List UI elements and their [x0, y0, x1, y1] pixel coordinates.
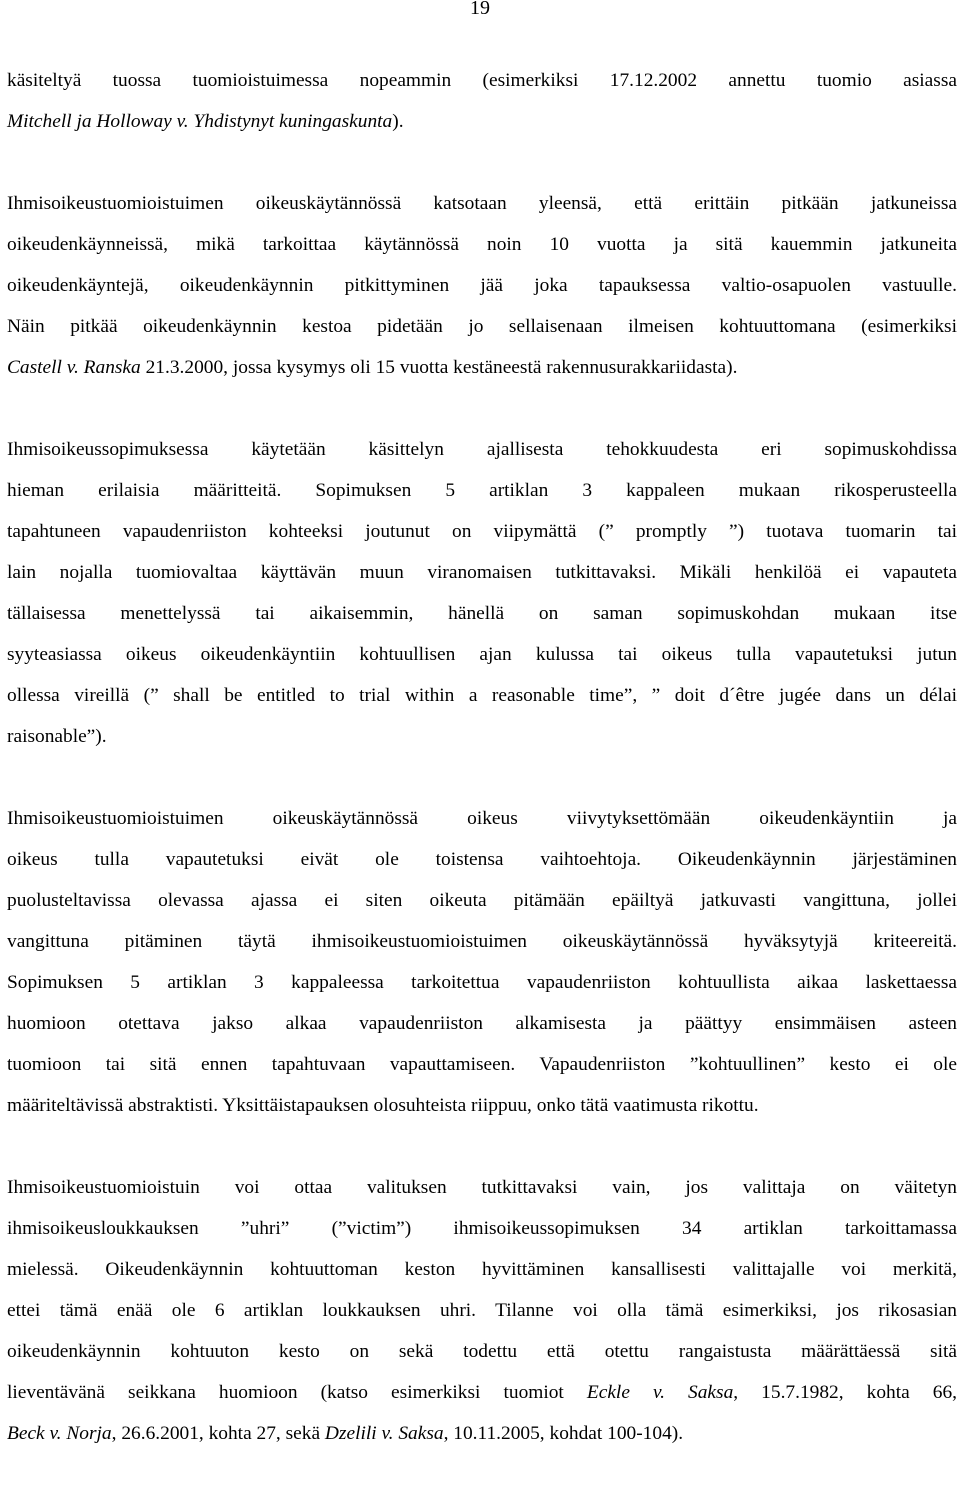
text-segment: huomioon otettava jakso alkaa vapaudenriiston alkamisesta ja päättyy ensimmäisen asteen	[7, 1013, 957, 1034]
text-segment: syyteasiassa oikeus oikeudenkäyntiin kohtuullisen ajan kulussa tai oikeus tulla vapautetuksi jutun	[7, 644, 957, 665]
text-segment: raisonable”).	[7, 726, 107, 747]
text-line	[7, 1290, 957, 1331]
text-line	[7, 1413, 957, 1454]
text-segment: oikeudenkäynnin kohtuuton kesto on sekä todettu että otettu rangaistusta määrättäessä sitä	[7, 1341, 957, 1362]
text-segment: hieman erilaisia määritteitä. Sopimuksen 5 artiklan 3 kappaleen mukaan rikosperusteella	[7, 480, 957, 501]
text-line	[7, 634, 957, 675]
text-line	[7, 470, 957, 511]
paragraph	[7, 429, 957, 757]
text-line	[7, 1085, 957, 1126]
text-line	[7, 511, 957, 552]
text-line	[7, 1167, 957, 1208]
text-segment: käsiteltyä tuossa tuomioistuimessa nopeammin (esimerkiksi 17.12.2002 annettu tuomio asiassa	[7, 70, 957, 91]
text-segment: ollessa vireillä (” shall be entitled to trial within a reasonable time”, ” doit d´être jugée dans un délai	[7, 685, 957, 706]
text-segment: , 15.7.1982, kohta 66,	[733, 1382, 958, 1403]
text-segment: Sopimuksen 5 artiklan 3 kappaleessa tarkoitettua vapaudenriiston kohtuullista aikaa laskettaessa	[7, 972, 957, 993]
text-segment: , 10.11.2005, kohdat 100-104).	[443, 1423, 684, 1444]
text-segment: lain nojalla tuomiovaltaa käyttävän muun viranomaisen tutkittavaksi. Mikäli henkilöä ei vapauteta	[7, 562, 957, 583]
text-segment: ).	[392, 111, 404, 132]
text-line	[7, 716, 957, 757]
text-line	[7, 1208, 957, 1249]
text-segment: oikeudenkäyntejä, oikeudenkäynnin pitkittyminen jää joka tapauksessa valtio-osapuolen vastuulle.	[7, 275, 957, 296]
text-line	[7, 101, 957, 142]
text-segment: ettei tämä enää ole 6 artiklan loukkauksen uhri. Tilanne voi olla tämä esimerkiksi, jos rikosasian	[7, 1300, 957, 1321]
text-line	[7, 593, 957, 634]
text-segment: tuomioon tai sitä ennen tapahtuvaan vapauttamiseen. Vapaudenriiston ”kohtuullinen” kesto ei ole	[7, 1054, 957, 1075]
text-line	[7, 347, 957, 388]
case-citation: Castell v. Ranska	[7, 357, 141, 378]
text-line	[7, 429, 957, 470]
text-line	[7, 675, 957, 716]
text-segment: tällaisessa menettelyssä tai aikaisemmin, hänellä on saman sopimuskohdan mukaan itse	[7, 603, 957, 624]
paragraph	[7, 183, 957, 388]
text-segment: Ihmisoikeussopimuksessa käytetään käsittelyn ajallisesta tehokkuudesta eri sopimuskohdissa	[7, 439, 957, 460]
text-line	[7, 265, 957, 306]
case-citation: Dzelili v. Saksa	[324, 1423, 444, 1444]
case-citation: Mitchell ja Holloway v. Yhdistynyt kuningaskunta	[7, 111, 393, 132]
text-segment: Ihmisoikeustuomioistuimen oikeuskäytännössä katsotaan yleensä, että erittäin pitkään jatkuneissa	[7, 193, 957, 214]
case-citation: Beck v. Norja	[7, 1423, 112, 1444]
text-line	[7, 1331, 957, 1372]
text-segment: Näin pitkää oikeudenkäynnin kestoa pidetään jo sellaisenaan ilmeisen kohtuuttomana (esimerkiksi	[7, 316, 957, 337]
text-segment: , 26.6.2001, kohta 27, sekä	[111, 1423, 325, 1444]
text-line	[7, 1003, 957, 1044]
case-citation: Eckle v. Saksa	[586, 1382, 734, 1403]
text-line	[7, 839, 957, 880]
text-line	[7, 1249, 957, 1290]
text-segment: Ihmisoikeustuomioistuimen oikeuskäytännössä oikeus viivytyksettömään oikeudenkäyntiin ja	[7, 808, 957, 829]
text-line	[7, 1372, 957, 1413]
text-segment: ihmisoikeusloukkauksen ”uhri” (”victim”) ihmisoikeussopimuksen 34 artiklan tarkoittamassa	[7, 1218, 957, 1239]
text-segment: puolusteltavissa olevassa ajassa ei siten oikeuta pitämään epäiltyä jatkuvasti vangittuna, jollei	[7, 890, 957, 911]
paragraph	[7, 798, 957, 1126]
text-line	[7, 306, 957, 347]
text-segment: vangittuna pitäminen täytä ihmisoikeustuomioistuimen oikeuskäytännössä hyväksytyjä kriteereitä.	[7, 931, 957, 952]
text-line	[7, 552, 957, 593]
text-segment: määriteltävissä abstraktisti. Yksittäistapauksen olosuhteista riippuu, onko tätä vaatimusta rikottu.	[7, 1095, 759, 1116]
text-line	[7, 60, 957, 101]
text-line	[7, 880, 957, 921]
page-number: 19	[470, 0, 490, 19]
text-line	[7, 921, 957, 962]
text-line	[7, 962, 957, 1003]
paragraph	[7, 60, 957, 142]
text-line	[7, 1044, 957, 1085]
text-segment: 21.3.2000, jossa kysymys oli 15 vuotta kestäneestä rakennusurakkariidasta).	[140, 357, 738, 378]
text-line	[7, 183, 957, 224]
text-segment: oikeudenkäynneissä, mikä tarkoittaa käytännössä noin 10 vuotta ja sitä kauemmin jatkuneita	[7, 234, 957, 255]
body-text	[7, 60, 957, 1495]
text-segment: Ihmisoikeustuomioistuin voi ottaa valituksen tutkittavaksi vain, jos valittaja on väitetyn	[7, 1177, 957, 1198]
text-segment: tapahtuneen vapaudenriiston kohteeksi joutunut on viipymättä (” promptly ”) tuotava tuomarin tai	[7, 521, 957, 542]
text-segment: lieventävänä seikkana huomioon (katso esimerkiksi tuomiot	[7, 1382, 587, 1403]
text-line	[7, 798, 957, 839]
text-line	[7, 224, 957, 265]
text-segment: oikeus tulla vapautetuksi eivät ole toistensa vaihtoehtoja. Oikeudenkäynnin järjestäminen	[7, 849, 957, 870]
paragraph	[7, 1167, 957, 1454]
text-segment: mielessä. Oikeudenkäynnin kohtuuttoman keston hyvittäminen kansallisesti valittajalle voi merkitä,	[7, 1259, 957, 1280]
